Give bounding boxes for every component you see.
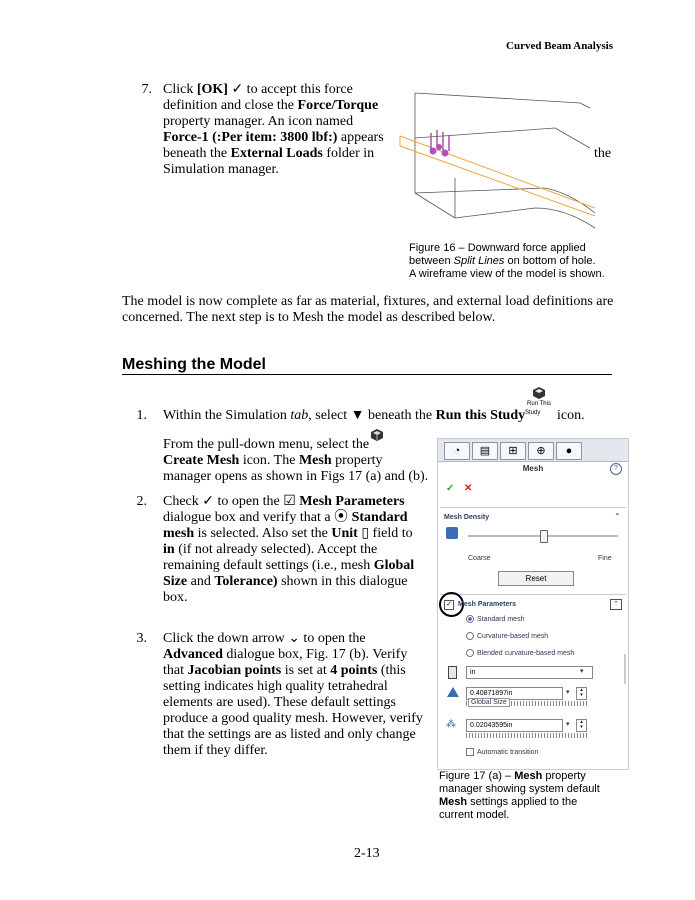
text-line: [163, 510, 433, 526]
text-line: [163, 130, 403, 146]
page-number: 2-13: [354, 846, 380, 861]
text-run: Mesh: [439, 796, 468, 808]
text-run: Simulation manager.: [163, 162, 279, 177]
text-run: Figure 16 – Downward force applied: [409, 242, 586, 254]
text-run: property: [542, 770, 586, 782]
text-line: [409, 242, 619, 255]
tolerance-spinner[interactable]: ▴ ▾: [576, 719, 587, 732]
text-line: [163, 743, 438, 759]
text-run: Mesh: [298, 453, 332, 468]
manager-tabs: [438, 439, 628, 462]
text-run: (if not already selected). Accept the: [174, 542, 378, 557]
run-study-icon: [531, 386, 547, 400]
text-line: [439, 796, 629, 809]
option-standard-mesh[interactable]: Standard mesh: [466, 615, 524, 623]
text-run: appears: [337, 130, 384, 145]
text-run: dialogue box, Fig. 17 (b). Verify: [222, 647, 408, 662]
text-run: tab: [290, 408, 309, 423]
tolerance-field[interactable]: 0.02043595in: [466, 719, 563, 732]
text-line: [163, 526, 433, 542]
configuration-manager-tab[interactable]: ⊞: [500, 442, 526, 460]
tolerance-icon: ⁂: [446, 719, 456, 730]
divider: [440, 594, 626, 595]
text-run: 4 points: [330, 663, 378, 678]
tolerance-slider[interactable]: [466, 733, 588, 738]
dimxpert-tab[interactable]: ⊕: [528, 442, 554, 460]
text-line: [163, 558, 433, 574]
text-line: [409, 268, 619, 281]
text-run: is set at: [281, 663, 331, 678]
paragraph-line: The model is now complete as far as material, fixtures, and external load definitions are: [122, 294, 614, 309]
text-run: Mesh Parameters: [299, 494, 405, 509]
display-manager-tab[interactable]: ●: [556, 442, 582, 460]
section-heading: Meshing the Model: [122, 356, 266, 373]
text-run: definition and close the: [163, 98, 298, 113]
run-study-icon-label-2: Study: [525, 410, 541, 416]
unit-select[interactable]: in: [466, 666, 593, 679]
paragraph-line: concerned. The next step is to Mesh the model as described below.: [122, 310, 496, 325]
text-run: beneath the: [163, 146, 231, 161]
mesh-property-manager: [437, 438, 629, 770]
chevron-down-icon[interactable]: ▾: [580, 668, 584, 675]
text-run: box.: [163, 590, 188, 605]
text-run: Tolerance): [214, 574, 278, 589]
text-line: [163, 663, 438, 679]
text-line: [163, 453, 433, 469]
text-line: [163, 437, 433, 453]
text-line: [163, 98, 403, 114]
text-run: manager opens as shown in Figs 17 (a) and (b).: [163, 469, 429, 484]
text-run: setting indicates high quality tetrahedral: [163, 679, 388, 694]
text-run: Jacobian points: [187, 663, 282, 678]
text-run: current model.: [439, 809, 510, 821]
step-3-number: 3.: [136, 631, 147, 646]
option-curvature-mesh[interactable]: Curvature-based mesh: [466, 632, 548, 640]
text-line: [439, 770, 629, 783]
step-1-trailing: icon.: [557, 408, 585, 423]
text-line: [163, 162, 403, 178]
text-run: ✓ to accept this force: [227, 82, 353, 97]
running-header: Curved Beam Analysis: [506, 40, 613, 52]
text-line: [163, 146, 403, 162]
radio-button[interactable]: [466, 615, 474, 623]
text-run: Click: [163, 82, 197, 97]
global-size-field[interactable]: 0.40871897in: [466, 687, 563, 700]
text-run: that the settings are as listed and only change: [163, 727, 416, 742]
text-run: on bottom of hole.: [504, 255, 596, 267]
text-run: shown in this dialogue: [277, 574, 408, 589]
text-run: Click the down arrow ⌄ to open the: [163, 631, 366, 646]
mesh-parameters-collapse-icon[interactable]: ⌃: [610, 599, 622, 610]
divider: [440, 507, 626, 508]
text-line: [163, 631, 438, 647]
coarse-label: Coarse: [468, 555, 491, 562]
fine-label: Fine: [598, 555, 612, 562]
step-1-text: [163, 408, 525, 424]
mesh-density-label: Mesh Density: [444, 514, 490, 521]
step-2-text: [163, 494, 433, 606]
step-2-number: 2.: [136, 494, 147, 509]
text-run: Run this Study: [435, 408, 526, 423]
text-run: produce a good quality mesh. However, verify: [163, 711, 423, 726]
radio-button[interactable]: [466, 632, 474, 640]
text-run: Check ✓ to open the ☑: [163, 494, 300, 509]
text-run: Force-1 (:Per item: 3800 lbf:): [163, 130, 338, 145]
text-run: is selected. Also set the: [194, 526, 332, 541]
text-run: settings applied to the: [467, 796, 578, 808]
panel-title: Mesh: [522, 464, 544, 473]
chevron-down-icon[interactable]: ▾: [566, 721, 570, 728]
figure-17-caption: [439, 770, 629, 822]
property-manager-tab[interactable]: ▤: [472, 442, 498, 460]
reset-button[interactable]: Reset: [498, 571, 574, 586]
text-run: ▯ field to: [357, 526, 413, 541]
text-run: External Loads: [230, 146, 323, 161]
feature-manager-tab[interactable]: ◔: [444, 442, 470, 460]
text-run: icon. The: [239, 453, 299, 468]
section-rule: [122, 374, 612, 375]
text-run: in: [163, 542, 175, 557]
step-1-subtext: [163, 437, 433, 485]
mesh-parameters-label: Mesh Parameters: [458, 601, 516, 608]
completion-paragraph: [122, 294, 622, 326]
global-size-tooltip: Global Size: [468, 698, 510, 707]
text-run: that: [163, 663, 188, 678]
text-run: (this: [377, 663, 406, 678]
text-run: Split Lines: [453, 255, 505, 267]
mesh-parameters-checkbox[interactable]: ✓: [444, 600, 454, 610]
text-run: Global: [373, 558, 415, 573]
unit-icon: [448, 666, 457, 679]
text-run: Mesh: [514, 770, 543, 782]
step-3-text: [163, 631, 438, 759]
text-run: dialogue box and verify that a ⦿: [163, 510, 352, 525]
text-run: folder in: [322, 146, 375, 161]
text-line: [163, 647, 438, 663]
chevron-down-icon[interactable]: ▾: [566, 689, 570, 696]
step-7-trailing-word: the: [594, 146, 612, 161]
global-size-spinner[interactable]: ▴ ▾: [576, 687, 587, 700]
text-run: and: [187, 574, 215, 589]
run-study-icon-label: Run This: [527, 401, 551, 407]
text-line: [163, 494, 433, 510]
text-run: From the pull-down menu, select the: [163, 437, 370, 452]
text-run: Size: [163, 574, 188, 589]
text-line: [163, 574, 433, 590]
text-line: [409, 255, 619, 268]
text-run: A wireframe view of the model is shown.: [409, 268, 605, 280]
text-run: manager showing system default: [439, 783, 600, 795]
text-run: Force/Torque: [297, 98, 379, 113]
text-run: remaining default settings (i.e., mesh: [163, 558, 374, 573]
collapse-chevron-icon[interactable]: ⌃: [614, 512, 621, 521]
text-run: Figure 17 (a) –: [439, 770, 515, 782]
text-run: Advanced: [163, 647, 223, 662]
scrollbar[interactable]: [624, 654, 626, 684]
text-line: [163, 695, 438, 711]
checkbox[interactable]: [466, 748, 474, 756]
step-7-number: 7.: [141, 82, 152, 97]
text-line: [163, 590, 433, 606]
text-line: [163, 114, 403, 130]
text-line: [163, 711, 438, 727]
text-run: property manager. An icon named: [163, 114, 354, 129]
text-line: [163, 679, 438, 695]
text-run: them if they differ.: [163, 743, 268, 758]
global-size-icon: [447, 687, 459, 697]
text-line: [439, 783, 629, 796]
density-slider-thumb[interactable]: [540, 530, 548, 543]
ok-check-icon[interactable]: ✓: [446, 483, 455, 494]
option-blended-curvature-mesh[interactable]: Blended curvature-based mesh: [466, 649, 574, 657]
text-line: [163, 542, 433, 558]
text-line: [163, 469, 433, 485]
cancel-x-icon[interactable]: ✕: [464, 483, 473, 494]
text-run: Create Mesh: [163, 453, 240, 468]
text-run: Within the Simulation: [163, 408, 291, 423]
step-7-text: [163, 82, 403, 178]
figure-16-wireframe: [395, 88, 595, 238]
mesh-density-icon: [446, 527, 458, 539]
radio-button[interactable]: [466, 649, 474, 657]
text-run: , select ▼ beneath the: [308, 408, 436, 423]
text-line: [163, 727, 438, 743]
text-run: mesh: [163, 526, 195, 541]
help-icon[interactable]: ?: [610, 463, 622, 475]
text-run: between: [409, 255, 454, 267]
text-line: [439, 809, 629, 822]
text-run: Unit: [331, 526, 358, 541]
step-1-number: 1.: [136, 408, 147, 423]
figure-16-caption: [409, 242, 619, 281]
create-mesh-icon: [370, 428, 384, 442]
text-run: Standard: [351, 510, 408, 525]
automatic-transition-option[interactable]: Automatic transition: [466, 748, 538, 756]
text-line: [163, 82, 403, 98]
text-run: [OK]: [196, 82, 228, 97]
text-run: elements are used). These default settings: [163, 695, 396, 710]
text-run: property: [331, 453, 383, 468]
